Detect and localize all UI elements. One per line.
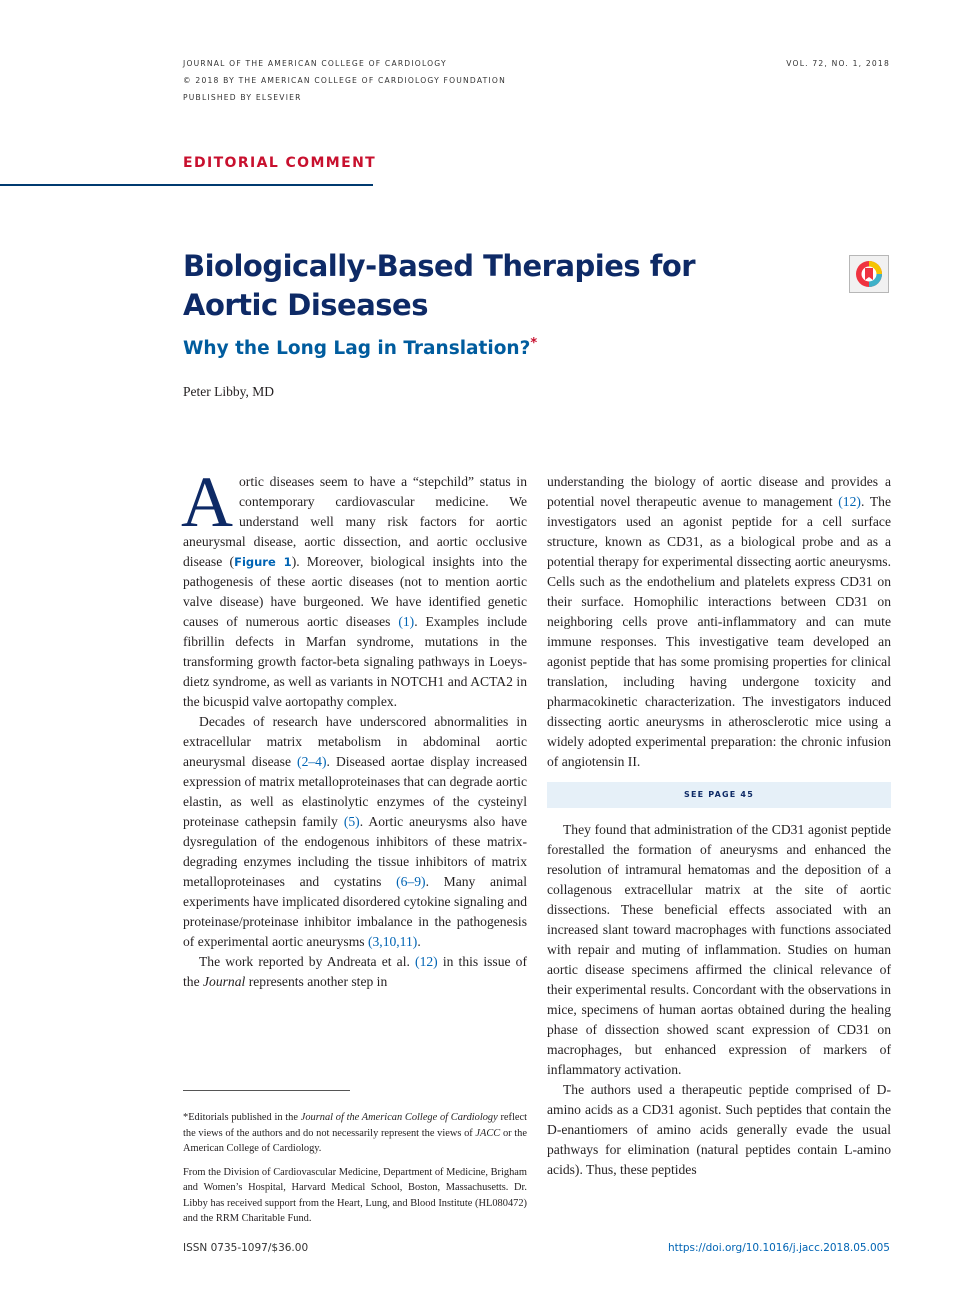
body-column-right	[547, 472, 891, 1180]
citation-link[interactable]: (5)	[343, 814, 360, 829]
journal-name: JOURNAL OF THE AMERICAN COLLEGE OF CARDIOLOGY	[183, 59, 447, 68]
citation-link[interactable]: (12)	[415, 954, 438, 969]
text: .	[417, 934, 421, 949]
text: in this issue of the	[183, 954, 527, 989]
journal-italic: Journal of the American College of Cardiology	[300, 1112, 498, 1123]
text: . Many animal experiments have implicated disordered cytokine signaling and proteinase/proteinase inhibitor imbalance in the pathogenesis of experimental aortic aneurysms	[183, 874, 527, 949]
editorial-disclaimer	[183, 1110, 527, 1157]
paragraph: They found that administration of the CD31 agonist peptide forestalled the formation of aneurysms and enhanced the resolution of intramural hematomas and the deposition of a collagenous extracellular matrix at the site of aortic dissections. These beneficial effects associated with an increased slant toward macrophages with functions associated with repair and muting of inflammation. Studies on human aortic disease specimens affirmed the clinical relevance of their experimental results. Concordant with the observations in mice, specimens of human aortas obtained during the healing phase of dissection showed scant expression of CD31 on macrophages, but enhanced expression of markers of inflammatory activation.	[547, 822, 891, 1077]
publisher-line: PUBLISHED BY ELSEVIER	[183, 93, 302, 102]
text: . Examples include fibrillin defects in Marfan syndrome, mutations in the transforming growth factor-beta signaling pathways in Loeys-dietz syndrome, as well as variants in NOTCH1 and ACTA2 in the bicuspid valve aortopathy complex.	[183, 614, 527, 709]
paragraph	[183, 712, 527, 952]
crossmark-icon[interactable]	[849, 255, 889, 293]
author-name: Peter Libby, MD	[183, 384, 274, 399]
affiliation-note: From the Division of Cardiovascular Medicine, Department of Medicine, Brigham and Women’s Hospital, Harvard Medical School, Boston, Massachusetts. Dr. Libby has received support from the Heart, Lung, and Blood Institute (HL080472) and the RRM Charitable Fund.	[183, 1166, 527, 1224]
footnotes	[183, 1110, 527, 1235]
citation-link[interactable]: (2–4)	[297, 754, 327, 769]
journal-italic: Journal	[203, 974, 246, 989]
text: *Editorials published in the	[183, 1112, 301, 1123]
section-label: EDITORIAL COMMENT	[183, 155, 377, 171]
text: The work reported by Andreata et al.	[199, 954, 416, 969]
citation-link[interactable]: (12)	[838, 494, 861, 509]
see-page-link[interactable]: SEE PAGE 45	[547, 782, 891, 808]
text: . Aortic aneurysms also have dysregulation of the endogenous inhibitors of these matrix-degrading enzymes including the tissue inhibitors of matrix metalloproteinases and cystatins	[183, 814, 527, 889]
citation-link[interactable]: (1)	[398, 614, 415, 629]
subtitle-footnote-marker[interactable]: *	[530, 336, 538, 351]
paragraph	[547, 472, 891, 772]
text: Decades of research have underscored abnormalities in extracellular matrix metabolism in abdominal aortic aneurysmal disease	[183, 714, 527, 769]
text: or the American College of Cardiology.	[183, 1127, 527, 1154]
article-title: Biologically-Based Therapies for Aortic Diseases	[183, 249, 696, 322]
text: reflect the views of the authors and do not necessarily represent the views of	[183, 1112, 527, 1139]
text: . The investigators used an agonist peptide for a cell surface structure, known as CD31, as a biological probe and as a potential therapy for experimental dissecting aortic aneurysms. Cells such as the endothelium and platelets express CD31 on their surface. Homophilic interactions between CD31 on neighboring cells prove anti-inflammatory and can mute immune responses. This investigative team developed an agonist peptide that has some promising properties for clinical translation, including having undergone toxicity and pharmacokinetic characterization. The investigators induced dissecting aortic aneurysms in atherosclerotic mice using a widely adopted experimental preparation: the chronic infusion of angiotensin II.	[547, 494, 891, 769]
text: understanding the biology of aortic disease and provides a potential novel therapeutic avenue to management	[547, 474, 891, 509]
doi-link[interactable]: https://doi.org/10.1016/j.jacc.2018.05.005	[668, 1242, 890, 1254]
running-header	[183, 55, 506, 106]
issn: ISSN 0735-1097/$36.00	[183, 1242, 309, 1254]
text: represents another step in	[245, 974, 388, 989]
copyright-line: © 2018 BY THE AMERICAN COLLEGE OF CARDIOLOGY FOUNDATION	[183, 76, 506, 85]
text: ortic diseases seem to have a “stepchild” status in contemporary cardiovascular medicine. We understand well many risk factors for aortic aneurysmal disease, aortic dissection, and aortic occlusive disease (	[183, 474, 527, 569]
crossmark-icon-graphic	[854, 259, 884, 289]
paragraph: The authors used a therapeutic peptide comprised of D-amino acids as a CD31 agonist. Such peptides that contain the D-enantiomers of amino acids generally evade the usual pathways for elimination (natural peptides contain L-amino acids). Thus, these peptides	[547, 1082, 891, 1177]
text: ). Moreover, biological insights into the pathogenesis of these aortic diseases (not to mention aortic valve disease) have burgeoned. We have identified genetic causes of numerous aortic diseases	[183, 554, 527, 629]
subtitle-text: Why the Long Lag in Translation?	[183, 338, 531, 360]
section-rule	[0, 184, 373, 186]
text: . Diseased aortae display increased expression of matrix metalloproteinases that can degrade aortic elastin, as well as elastinolytic enzymes of the cysteinyl proteinase cathepsin family	[183, 754, 528, 829]
drop-cap: A	[181, 462, 233, 542]
footnote-rule	[183, 1090, 350, 1091]
citation-link[interactable]: (6–9)	[396, 874, 426, 889]
volume-info: VOL. 72, NO. 1, 2018	[786, 59, 890, 68]
paragraph	[183, 952, 527, 992]
paragraph	[181, 462, 527, 712]
citation-link[interactable]: (3,10,11)	[367, 934, 418, 949]
jacc-italic: JACC	[475, 1127, 501, 1139]
article-subtitle	[183, 336, 537, 359]
figure-1-link[interactable]: Figure 1	[234, 555, 292, 569]
body-column-left	[181, 462, 528, 992]
